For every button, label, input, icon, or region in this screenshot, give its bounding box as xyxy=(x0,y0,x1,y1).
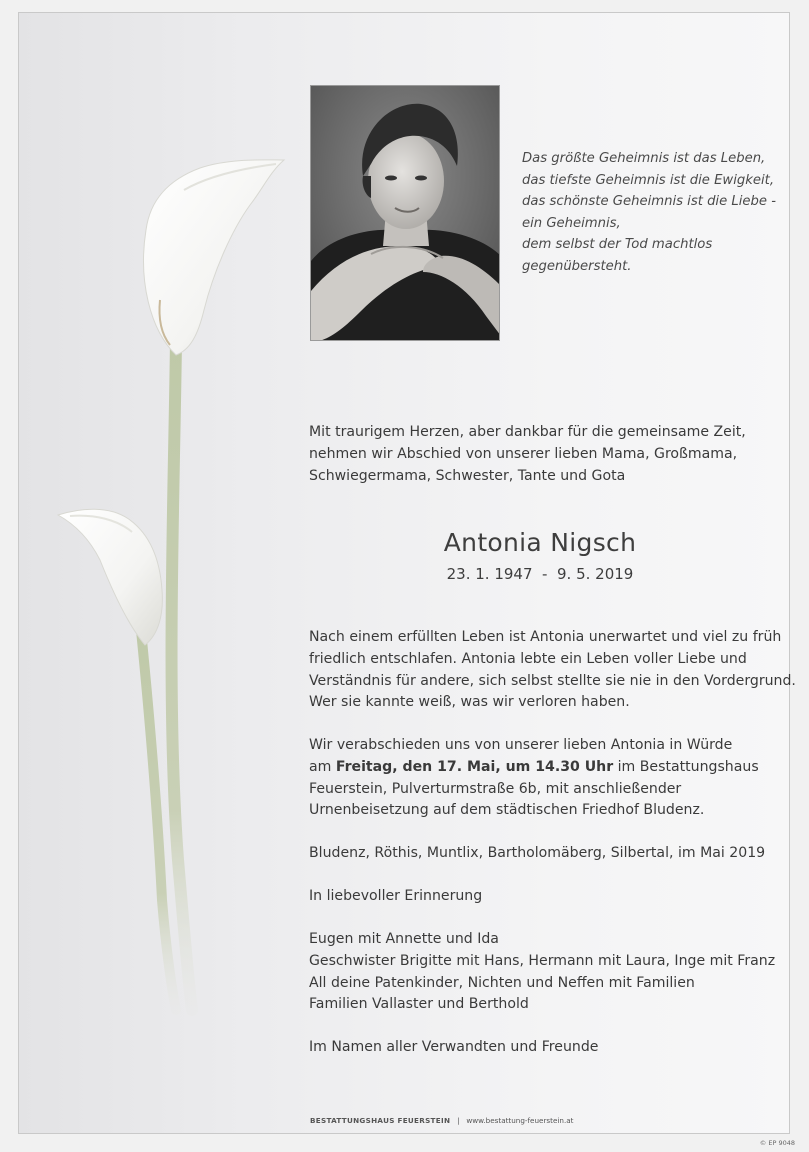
mourners-list xyxy=(309,929,779,1016)
body-line: Nach einem erfüllten Leben ist Antonia unerwartet und viel zu früh xyxy=(309,629,782,645)
funeral-line-date xyxy=(309,757,779,779)
quote-line: dem selbst der Tod machtlos xyxy=(522,237,713,253)
footer xyxy=(310,1116,573,1125)
funeral-line: Feuerstein, Pulverturmstraße 6b, mit anschließender xyxy=(309,780,682,797)
short-lily-flower xyxy=(58,509,162,645)
body-line: friedlich entschlafen. Antonia lebte ein Leben voller Liebe und xyxy=(309,650,747,667)
quote-line: das schönste Geheimnis ist die Liebe - xyxy=(522,194,776,210)
funeral-prefix: am xyxy=(309,758,336,775)
footer-brand: BESTATTUNGSHAUS FEUERSTEIN xyxy=(310,1116,451,1125)
quote-line: ein Geheimnis, xyxy=(522,215,621,231)
intro-line: Mit traurigem Herzen, aber dankbar für die gemeinsame Zeit, xyxy=(309,424,746,440)
mourner-line: Familien Vallaster und Berthold xyxy=(309,996,529,1013)
quote-line: gegenübersteht. xyxy=(522,258,632,274)
portrait-photo xyxy=(310,85,500,341)
tall-lily-flower xyxy=(144,160,284,355)
intro-paragraph xyxy=(309,422,779,487)
life-paragraph xyxy=(309,627,796,714)
deceased-name: Antonia Nigsch xyxy=(443,528,637,557)
memorial-quote xyxy=(522,148,792,278)
intro-line: Schwiegermama, Schwester, Tante und Gota xyxy=(309,467,626,484)
body-line: Verständnis für andere, sich selbst stellte sie nie in den Vordergrund. xyxy=(309,672,796,689)
print-code: © EP 9048 xyxy=(759,1139,795,1147)
funeral-paragraph xyxy=(309,735,779,822)
footer-separator: | xyxy=(457,1116,460,1125)
remembrance-line: In liebevoller Erinnerung xyxy=(309,888,483,904)
quote-line: Das größte Geheimnis ist das Leben, xyxy=(522,151,766,166)
body-line: Wer sie kannte weiß, was wir verloren haben. xyxy=(309,694,630,711)
quote-line: das tiefste Geheimnis ist die Ewigkeit, xyxy=(522,172,775,188)
mourner-line: Geschwister Brigitte mit Hans, Hermann mit Laura, Inge mit Franz xyxy=(309,952,776,969)
funeral-line: Urnenbeisetzung auf dem städtischen Friedhof Bludenz. xyxy=(309,802,705,819)
mourner-line: All deine Patenkinder, Nichten und Neffen mit Familien xyxy=(309,974,695,991)
intro-line: nehmen wir Abschied von unserer lieben Mama, Großmama, xyxy=(309,445,738,462)
funeral-line: Wir verabschieden uns von unserer lieben Antonia in Würde xyxy=(309,737,733,753)
mourner-line: Eugen mit Annette und Ida xyxy=(309,931,499,947)
footer-website-link[interactable]: www.bestattung-feuerstein.at xyxy=(466,1116,574,1125)
life-dates: 23. 1. 1947 - 9. 5. 2019 xyxy=(446,565,634,583)
funeral-location-start: im Bestattungshaus xyxy=(613,758,759,775)
funeral-date-time: Freitag, den 17. Mai, um 14.30 Uhr xyxy=(335,758,614,775)
tall-lily-stem xyxy=(172,340,192,1010)
places-line: Bludenz, Röthis, Muntlix, Bartholomäberg, Silbertal, im Mai 2019 xyxy=(309,845,766,861)
closing-line: Im Namen aller Verwandten und Freunde xyxy=(309,1039,599,1055)
